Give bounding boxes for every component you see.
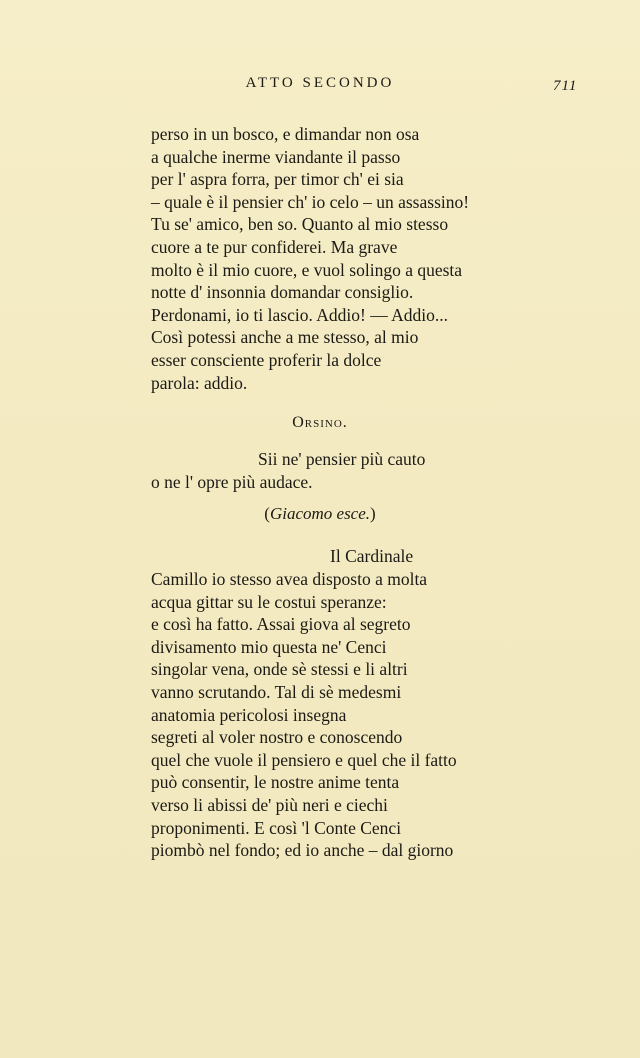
- verse-line: divisamento mio questa ne' Cenci: [151, 636, 387, 657]
- verse-line: parola: addio.: [151, 372, 248, 393]
- verse-line: perso in un bosco, e dimandar non osa: [151, 124, 420, 144]
- verse-line: piombò nel fondo; ed io anche – dal giorno: [151, 840, 454, 861]
- stage-paren-open: (: [264, 504, 270, 523]
- verse-line: Sii ne' pensier più cauto: [258, 449, 426, 469]
- speaker-cardinale: Il Cardinale: [330, 546, 414, 566]
- verse-block-3: [151, 568, 511, 862]
- verse-line: Tu se' amico, ben so. Quanto al mio stesso: [151, 214, 449, 235]
- verse-line: proponimenti. E così 'l Conte Cenci: [151, 817, 402, 838]
- verse-line: segreti al voler nostro e conoscendo: [151, 727, 403, 748]
- verse-line: singolar vena, onde sè stessi e li altri: [151, 659, 408, 680]
- verse-line: o ne l' opre più audace.: [151, 472, 313, 492]
- verse-line: esser consciente proferir la dolce: [151, 349, 382, 370]
- verse-block-1: [151, 123, 511, 394]
- verse-line: Camillo io stesso avea disposto a molta: [151, 569, 428, 589]
- stage-direction: [0, 504, 640, 524]
- verse-line: notte d' insonnia domandar consiglio.: [151, 282, 414, 303]
- verse-line: verso li abissi de' più neri e ciechi: [151, 794, 388, 815]
- running-head: ATTO SECONDO: [245, 75, 395, 91]
- verse-line: molto è il mio cuore, e vuol solingo a questa: [151, 259, 463, 280]
- verse-line: anatomia pericolosi insegna: [151, 704, 347, 725]
- verse-line: per l' aspra forra, per timor ch' ei sia: [151, 169, 404, 190]
- stage-paren-close: ): [370, 504, 376, 523]
- verse-line: acqua gittar su le costui speranze:: [151, 591, 387, 612]
- verse-line: e così ha fatto. Assai giova al segreto: [151, 614, 411, 635]
- verse-line: cuore a te pur confiderei. Ma grave: [151, 236, 398, 257]
- verse-line: a qualche inerme viandante il passo: [151, 146, 401, 167]
- page-number: 711: [553, 78, 578, 94]
- stage-direction-text: Giacomo esce.: [269, 504, 371, 523]
- verse-line: può consentir, le nostre anime tenta: [151, 772, 400, 793]
- verse-line: Così potessi anche a me stesso, al mio: [151, 327, 419, 348]
- verse-line: quel che vuole il pensiero e quel che il fatto: [151, 749, 457, 770]
- verse-line: – quale è il pensier ch' io celo – un assassino!: [151, 191, 470, 212]
- verse-line: Perdonami, io ti lascio. Addio! — Addio...: [151, 304, 448, 325]
- verse-line: vanno scrutando. Tal di sè medesmi: [151, 681, 402, 702]
- speaker-orsino: Orsino.: [292, 414, 348, 431]
